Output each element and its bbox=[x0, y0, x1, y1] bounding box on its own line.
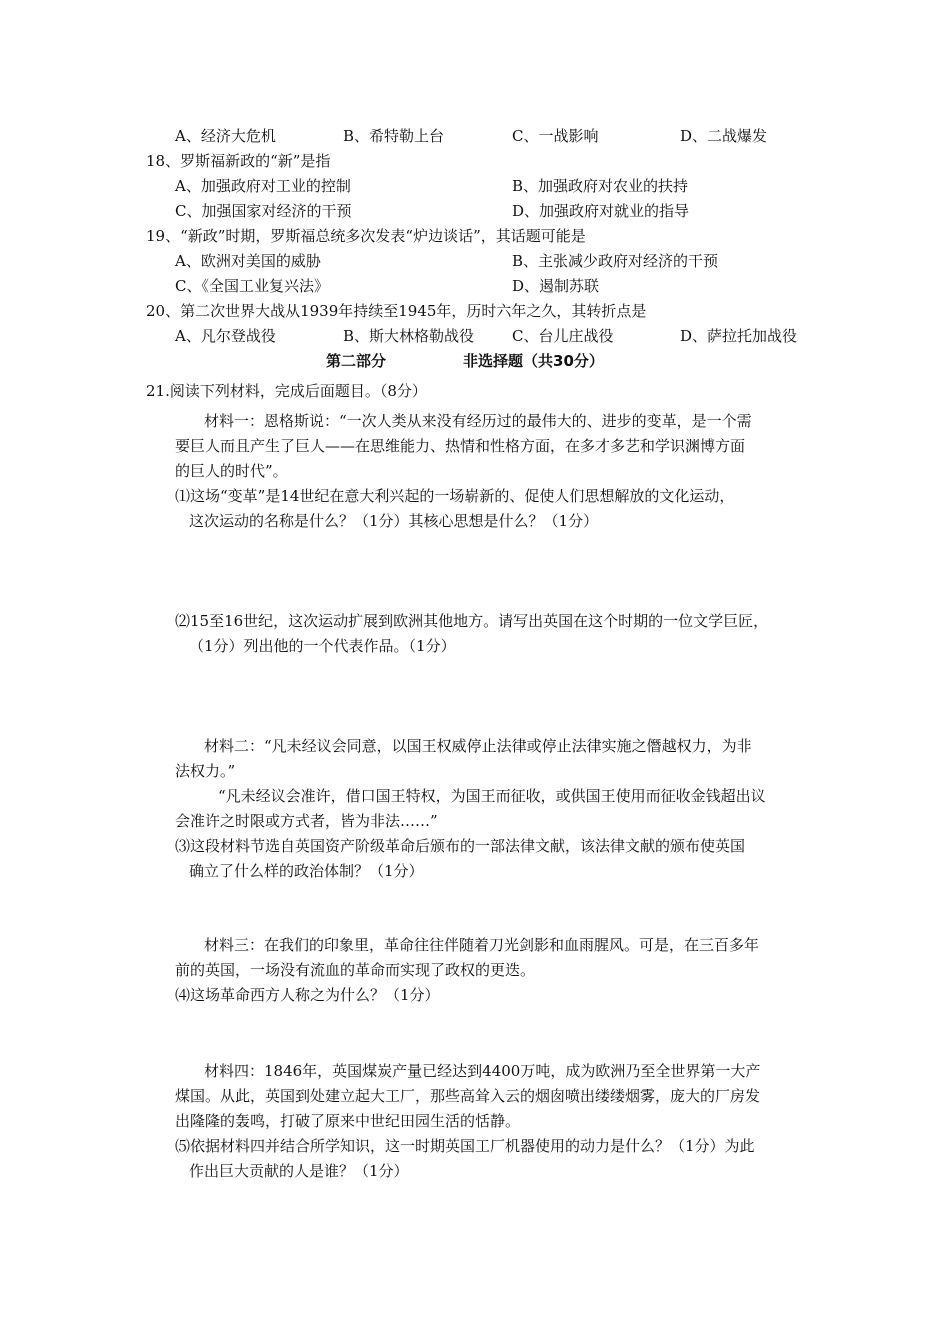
q19-option-c: C、《全国工业复兴法》 bbox=[175, 277, 329, 295]
material-1-line-3: 的巨人的时代”。 bbox=[175, 462, 288, 480]
q18-option-c: C、加强国家对经济的干预 bbox=[175, 202, 352, 220]
q19-option-b: B、主张减少政府对经济的干预 bbox=[512, 252, 719, 270]
part2-title: 非选择题（共30分） bbox=[463, 352, 604, 370]
q20-option-b: B、斯大林格勒战役 bbox=[343, 327, 475, 345]
material-4-line-2: 煤国。从此，英国到处建立起大工厂，那些高耸入云的烟囱喷出缕缕烟雾，庞大的厂房发 bbox=[175, 1087, 761, 1105]
material-1-line-2: 要巨人而且产生了巨人——在思维能力、热情和性格方面，在多才多艺和学识渊博方面 bbox=[175, 437, 746, 455]
sub-question-2-line-1: ⑵15至16世纪，这次运动扩展到欧洲其他地方。请写出英国在这个时期的一位文学巨匠， bbox=[175, 612, 769, 630]
sub-question-1-line-1: ⑴这场“变革”是14世纪在意大利兴起的一场崭新的、促使人们思想解放的文化运动， bbox=[175, 487, 735, 505]
material-2-line-3: “凡未经议会准许，借口国王特权，为国王而征收，或供国王使用而征收金钱超出议 bbox=[218, 787, 766, 805]
sub-question-3-line-1: ⑶这段材料节选自英国资产阶级革命后颁布的一部法律文献，该法律文献的颁布使英国 bbox=[175, 837, 746, 855]
q20-option-c: C、台儿庄战役 bbox=[512, 327, 614, 345]
q19-stem: 19、“新政”时期，罗斯福总统多次发表“炉边谈话”，其话题可能是 bbox=[146, 227, 586, 245]
sub-question-5-line-2: 作出巨大贡献的人是谁？（1分） bbox=[189, 1162, 409, 1180]
q18-stem: 18、罗斯福新政的“新”是指 bbox=[146, 152, 331, 170]
q18-option-a: A、加强政府对工业的控制 bbox=[175, 177, 351, 195]
material-4-line-3: 出隆隆的轰鸣，打破了原来中世纪田园生活的恬静。 bbox=[175, 1112, 521, 1130]
sub-question-3-line-2: 确立了什么样的政治体制？（1分） bbox=[189, 862, 424, 880]
material-2-line-1: 材料二：“凡未经议会同意，以国王权威停止法律或停止法律实施之僭越权力，为非 bbox=[204, 737, 752, 755]
q17-option-a: A、经济大危机 bbox=[175, 127, 276, 145]
sub-question-4: ⑷这场革命西方人称之为什么？（1分） bbox=[175, 986, 440, 1004]
q19-option-a: A、欧洲对美国的威胁 bbox=[175, 252, 321, 270]
q18-option-b: B、加强政府对农业的扶持 bbox=[512, 177, 689, 195]
q20-option-a: A、凡尔登战役 bbox=[175, 327, 276, 345]
sub-question-2-line-2: （1分）列出他的一个代表作品。（1分） bbox=[189, 637, 456, 655]
sub-question-5-line-1: ⑸依据材料四并结合所学知识，这一时期英国工厂机器使用的动力是什么？（1分）为此 bbox=[175, 1137, 755, 1155]
material-3-line-1: 材料三：在我们的印象里，革命往往伴随着刀光剑影和血雨腥风。可是，在三百多年 bbox=[204, 936, 760, 954]
q21-stem: 21.阅读下列材料，完成后面题目。（8分） bbox=[146, 382, 427, 400]
q19-option-d: D、遏制苏联 bbox=[512, 277, 600, 295]
q20-option-d: D、萨拉托加战役 bbox=[680, 327, 798, 345]
q20-stem: 20、第二次世界大战从1939年持续至1945年，历时六年之久，其转折点是 bbox=[146, 302, 647, 320]
q17-option-c: C、一战影响 bbox=[512, 127, 599, 145]
sub-question-1-line-2: 这次运动的名称是什么？（1分）其核心思想是什么？（1分） bbox=[189, 512, 599, 530]
part2-label: 第二部分 bbox=[326, 352, 387, 370]
material-4-line-1: 材料四：1846年，英国煤炭产量已经达到4400万吨，成为欧洲乃至全世界第一大产 bbox=[204, 1062, 761, 1080]
q17-option-b: B、希特勒上台 bbox=[343, 127, 445, 145]
material-1-line-1: 材料一：恩格斯说：“一次人类从来没有经历过的最伟大的、进步的变革，是一个需 bbox=[204, 412, 752, 430]
material-2-line-2: 法权力。” bbox=[175, 762, 236, 780]
material-2-line-4: 会准许之时限或方式者，皆为非法……” bbox=[175, 812, 438, 830]
q17-option-d: D、二战爆发 bbox=[680, 127, 768, 145]
material-3-line-2: 前的英国，一场没有流血的革命而实现了政权的更迭。 bbox=[175, 961, 536, 979]
q18-option-d: D、加强政府对就业的指导 bbox=[512, 202, 690, 220]
